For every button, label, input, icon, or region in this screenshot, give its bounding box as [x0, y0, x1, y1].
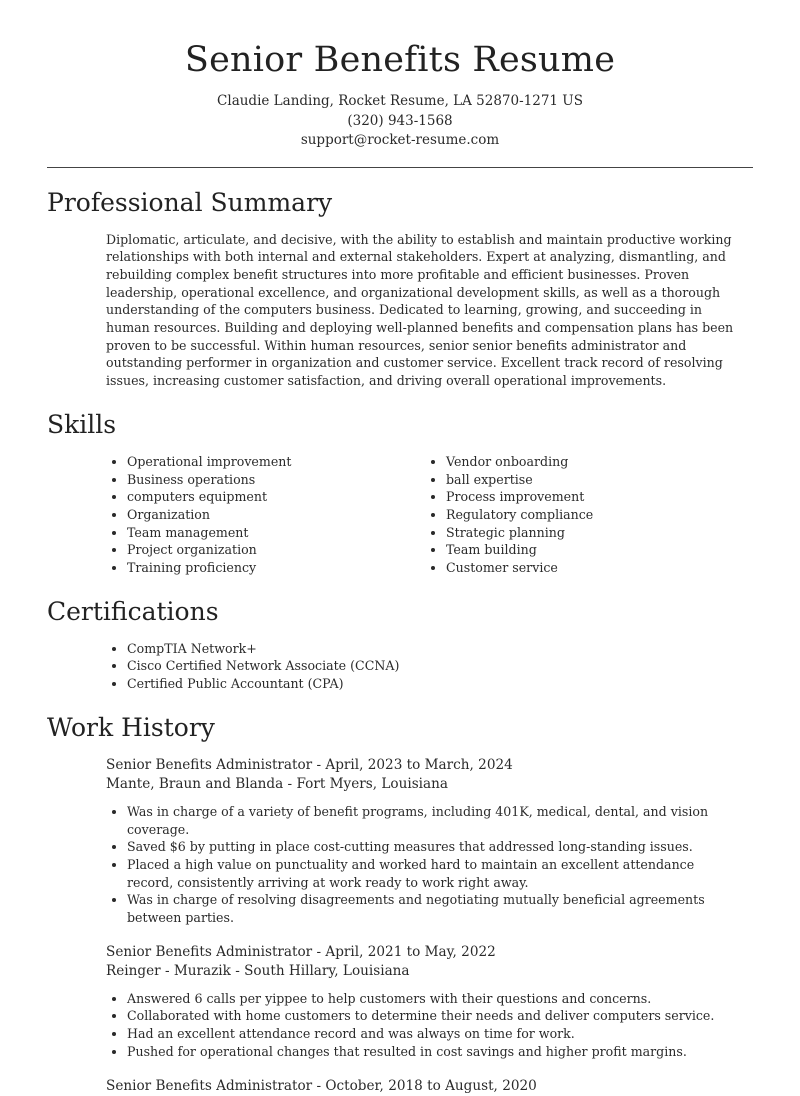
certification-item: • Certified Public Accountant (CPA) [127, 675, 800, 693]
certifications-heading: Certifications [47, 596, 219, 626]
skills-column-left [127, 453, 446, 577]
skill-item: • Strategic planning [446, 524, 765, 542]
job-entry [106, 943, 800, 1061]
job-bullet: • Answered 6 calls per yippee to help customers with their questions and concerns. [127, 990, 740, 1008]
skills-heading: Skills [47, 409, 117, 439]
skill-item: • Operational improvement [127, 453, 446, 471]
skill-item: • Process improvement [446, 488, 765, 506]
job-bullets [127, 990, 740, 1061]
job-title-line: Senior Benefits Administrator - April, 2023 to March, 2024 [106, 756, 513, 773]
job-entry [106, 756, 800, 927]
skills-list [127, 453, 800, 577]
skill-item: • Team building [446, 541, 765, 559]
certification-item: • Cisco Certified Network Associate (CCNA) [127, 657, 800, 675]
job-bullet: • Saved $6 by putting in place cost-cutting measures that addressed long-standing issues. [127, 838, 740, 856]
job-company-line: Mante, Braun and Blanda - Fort Myers, Louisiana [106, 776, 448, 793]
contact-block [0, 92, 800, 151]
job-bullet: • Was in charge of resolving disagreements and negotiating mutually beneficial agreements between parties. [127, 891, 740, 926]
skill-item: • Regulatory compliance [446, 506, 765, 524]
skill-item: • computers equipment [127, 488, 446, 506]
header-divider [47, 167, 753, 168]
skill-item: • Training proficiency [127, 559, 446, 577]
certifications-list [127, 640, 800, 693]
contact-address: Claudie Landing, Rocket Resume, LA 52870-1271 US [217, 93, 583, 109]
skill-item: • Business operations [127, 471, 446, 489]
certification-item: • CompTIA Network+ [127, 640, 800, 658]
resume-title: Senior Benefits Resume [184, 40, 616, 80]
job-title-line: Senior Benefits Administrator - October, 2018 to August, 2020 [106, 1077, 537, 1094]
skills-column-right [446, 453, 765, 577]
job-company-line: Reinger - Murazik - South Hillary, Louisiana [106, 963, 410, 980]
skill-item: • Customer service [446, 559, 765, 577]
job-bullet: • Had an excellent attendance record and was always on time for work. [127, 1025, 740, 1043]
skill-item: • Organization [127, 506, 446, 524]
job-bullet: • Pushed for operational changes that resulted in cost savings and higher profit margins. [127, 1043, 740, 1061]
skill-item: • Project organization [127, 541, 446, 559]
job-bullet: • Placed a high value on punctuality and worked hard to maintain an excellent attendance record, consistently arriving at work ready to work right away. [127, 856, 740, 891]
job-bullets [127, 803, 740, 927]
resume-header [0, 0, 800, 151]
job-entry [106, 1077, 800, 1096]
job-bullet: • Was in charge of a variety of benefit programs, including 401K, medical, dental, and vision coverage. [127, 803, 740, 838]
skill-item: • Vendor onboarding [446, 453, 765, 471]
work-history-heading: Work History [47, 712, 215, 742]
summary-heading: Professional Summary [47, 187, 333, 217]
contact-email: support@rocket-resume.com [300, 132, 500, 148]
job-title-line: Senior Benefits Administrator - April, 2021 to May, 2022 [106, 943, 496, 960]
skill-item: • ball expertise [446, 471, 765, 489]
summary-text: Diplomatic, articulate, and decisive, with the ability to establish and maintain productive working relationships with both internal and external stakeholders. Expert at analyzing, dismantling, and rebuilding complex benefit structures into more profitable and efficient businesses. Proven leadership, operational excellence, and organizational development skills, as well as a thorough understanding of the computers business. Dedicated to learning, growing, and succeeding in human resources. Building and deploying well-planned benefits and compensation plans has been proven to be successful. Within human resources, senior senior benefits administrator and outstanding performer in organization and customer service. Excellent track record of resolving issues, increasing customer satisfaction, and driving overall operational improvements. [106, 231, 734, 389]
skill-item: • Team management [127, 524, 446, 542]
contact-phone: (320) 943-1568 [347, 112, 453, 129]
job-bullet: • Collaborated with home customers to determine their needs and deliver computers service. [127, 1007, 740, 1025]
